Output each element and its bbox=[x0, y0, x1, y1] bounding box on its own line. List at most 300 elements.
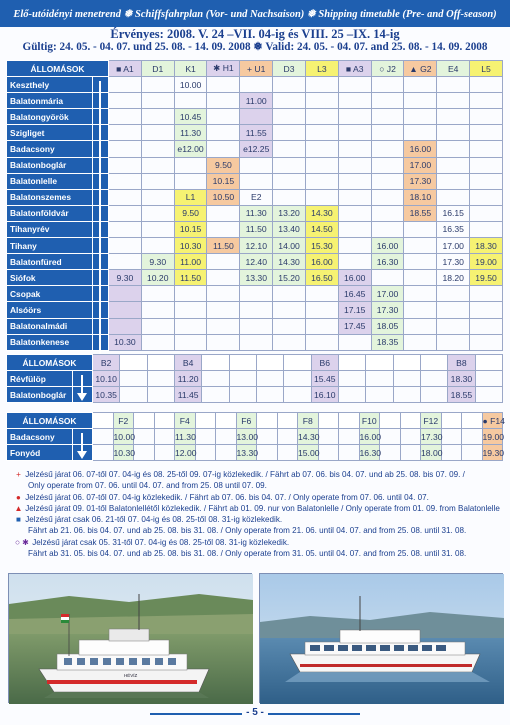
departure-time bbox=[338, 238, 371, 254]
station-column-header: ÁLLOMÁSOK bbox=[7, 61, 109, 77]
departure-time: 10.30 bbox=[174, 238, 207, 254]
departure-time: 11.55 bbox=[240, 125, 273, 141]
route-column-header bbox=[216, 413, 237, 429]
legend-line bbox=[14, 492, 504, 503]
station-row bbox=[7, 205, 503, 221]
departure-time: 19.30 bbox=[482, 445, 503, 461]
departure-time: 16.10 bbox=[311, 387, 338, 403]
departure-time bbox=[141, 157, 174, 173]
departure-time bbox=[305, 125, 338, 141]
departure-time: 12.00 bbox=[175, 445, 196, 461]
departure-time bbox=[393, 371, 420, 387]
departure-time bbox=[305, 141, 338, 157]
departure-time bbox=[207, 77, 240, 93]
departure-time bbox=[404, 125, 437, 141]
departure-time bbox=[339, 429, 360, 445]
legend bbox=[14, 469, 504, 559]
departure-time: 11.50 bbox=[207, 238, 240, 254]
departure-time: e12.25 bbox=[240, 141, 273, 157]
departure-time: L1 bbox=[174, 189, 207, 205]
departure-time bbox=[339, 445, 360, 461]
departure-time: 19.00 bbox=[482, 429, 503, 445]
legend-symbol-icon: ○ ✱ bbox=[15, 537, 29, 547]
station-name: Balatonfüred bbox=[7, 254, 93, 270]
departure-time: 13.20 bbox=[273, 205, 306, 221]
departure-time: 16.00 bbox=[305, 254, 338, 270]
departure-time bbox=[207, 125, 240, 141]
station-name: Tihany bbox=[7, 238, 93, 254]
route-column-header: F2 bbox=[113, 413, 134, 429]
departure-time bbox=[273, 286, 306, 302]
departure-time: 11.45 bbox=[174, 387, 201, 403]
route-column-header bbox=[420, 355, 447, 371]
departure-time: 13.30 bbox=[236, 445, 257, 461]
departure-time bbox=[240, 302, 273, 318]
route-column-header: ■ A3 bbox=[338, 61, 371, 77]
departure-time: 12.10 bbox=[240, 238, 273, 254]
departure-time: 11.00 bbox=[240, 93, 273, 109]
station-row bbox=[7, 173, 503, 189]
departure-time bbox=[229, 371, 256, 387]
departure-time bbox=[277, 445, 298, 461]
departure-time bbox=[273, 125, 306, 141]
departure-time: 15.20 bbox=[273, 270, 306, 286]
departure-time: 19.50 bbox=[470, 270, 503, 286]
route-column-header bbox=[393, 355, 420, 371]
departure-time bbox=[404, 318, 437, 334]
station-row bbox=[7, 93, 503, 109]
departure-time bbox=[273, 157, 306, 173]
departure-time bbox=[470, 205, 503, 221]
departure-time bbox=[338, 221, 371, 237]
departure-time: 14.50 bbox=[305, 221, 338, 237]
departure-time: 19.00 bbox=[470, 254, 503, 270]
departure-time bbox=[109, 77, 142, 93]
departure-time: 17.15 bbox=[338, 302, 371, 318]
legend-line-continuation: Fährt ab 31. 05. bis 04. 07. und ab 25. 08. bis 31. 08. / Only operate from 31. 05. until 04. 07. and from 25. 08. until 31. 08. bbox=[28, 549, 467, 559]
route-column-header bbox=[257, 413, 278, 429]
departure-time bbox=[404, 77, 437, 93]
departure-time: 9.50 bbox=[174, 205, 207, 221]
station-name: Balatonlelle bbox=[7, 173, 93, 189]
departure-time: 11.30 bbox=[174, 125, 207, 141]
departure-time bbox=[216, 429, 237, 445]
departure-time bbox=[371, 157, 404, 173]
departure-time bbox=[147, 387, 174, 403]
route-column-header bbox=[284, 355, 311, 371]
departure-time: 10.00 bbox=[113, 429, 134, 445]
departure-time: 16.50 bbox=[305, 270, 338, 286]
legend-text: Jelzésű járat csak 06. 21-től 07. 04-ig és 08. 25-től 08. 31-ig közlekedik. bbox=[23, 515, 283, 525]
departure-time bbox=[273, 77, 306, 93]
route-column-header bbox=[229, 355, 256, 371]
route-column-header bbox=[202, 355, 229, 371]
departure-time bbox=[305, 302, 338, 318]
departure-time bbox=[273, 189, 306, 205]
departure-time: 14.30 bbox=[305, 205, 338, 221]
departure-time bbox=[141, 109, 174, 125]
station-row bbox=[7, 77, 503, 93]
departure-time bbox=[141, 334, 174, 350]
route-column-header bbox=[154, 413, 175, 429]
departure-time bbox=[338, 173, 371, 189]
route-column-header: F6 bbox=[236, 413, 257, 429]
departure-time: 9.30 bbox=[109, 270, 142, 286]
route-column-header: + U1 bbox=[240, 61, 273, 77]
departure-time bbox=[441, 445, 462, 461]
route-column-header bbox=[400, 413, 421, 429]
departure-time bbox=[154, 445, 175, 461]
departure-time: 15.30 bbox=[305, 238, 338, 254]
departure-time bbox=[109, 221, 142, 237]
departure-time bbox=[141, 77, 174, 93]
route-column-header bbox=[277, 413, 298, 429]
legend-symbol-icon: + bbox=[16, 470, 21, 479]
station-name: Balatongyörök bbox=[7, 109, 93, 125]
departure-time bbox=[109, 189, 142, 205]
departure-time bbox=[338, 205, 371, 221]
departure-time bbox=[207, 205, 240, 221]
departure-time bbox=[207, 221, 240, 237]
departure-time bbox=[256, 371, 283, 387]
departure-time bbox=[404, 254, 437, 270]
departure-time: 18.10 bbox=[404, 189, 437, 205]
departure-time bbox=[371, 205, 404, 221]
route-column-header bbox=[318, 413, 339, 429]
validity-german-english: Gültig: 24. 05. - 04. 07. und 25. 08. - 14. 09. 2008 ❅ Valid: 24. 05. - 04. 07. and 25. 08. - 14. 09. 2008 bbox=[22, 41, 488, 53]
station-row bbox=[7, 318, 503, 334]
departure-time: 10.20 bbox=[141, 270, 174, 286]
route-column-header: B2 bbox=[93, 355, 120, 371]
station-row bbox=[7, 125, 503, 141]
legend-text: Jelzésű járat 09. 01-től Balatonlellétől közlekedik. / Fährt ab 01. 09. nur von Balatonlelle / Only operate from 01. 09. from Balatonlelle bbox=[23, 503, 500, 513]
header-row bbox=[7, 61, 503, 77]
validity-hungarian: Érvényes: 2008. V. 24 –VII. 04-ig és VIII. 25 –IX. 14-ig bbox=[110, 27, 400, 41]
departure-time bbox=[109, 254, 142, 270]
departure-time bbox=[338, 125, 371, 141]
departure-time: 18.30 bbox=[470, 238, 503, 254]
departure-time bbox=[273, 109, 306, 125]
departure-time bbox=[470, 302, 503, 318]
station-name: Balatonszemes bbox=[7, 189, 93, 205]
departure-time bbox=[470, 109, 503, 125]
departure-time bbox=[371, 125, 404, 141]
departure-time bbox=[338, 109, 371, 125]
departure-time: 17.00 bbox=[371, 286, 404, 302]
legend-line bbox=[14, 469, 504, 480]
station-name: Fonyód bbox=[7, 445, 73, 461]
departure-time bbox=[141, 318, 174, 334]
departure-time bbox=[371, 77, 404, 93]
departure-time bbox=[475, 387, 502, 403]
departure-time bbox=[141, 141, 174, 157]
direction-arrow bbox=[81, 433, 83, 453]
departure-time bbox=[338, 77, 371, 93]
departure-time: 9.50 bbox=[207, 157, 240, 173]
legend-symbol-icon: ▲ bbox=[14, 503, 23, 513]
departure-time bbox=[93, 429, 114, 445]
route-column-header: F8 bbox=[298, 413, 319, 429]
route-column-header: B8 bbox=[448, 355, 475, 371]
departure-time: 16.00 bbox=[338, 270, 371, 286]
departure-time bbox=[141, 189, 174, 205]
departure-time: 11.30 bbox=[175, 429, 196, 445]
route-column-header bbox=[475, 355, 502, 371]
departure-time bbox=[470, 125, 503, 141]
departure-time bbox=[400, 445, 421, 461]
departure-time bbox=[437, 302, 470, 318]
departure-time bbox=[470, 221, 503, 237]
departure-time bbox=[273, 173, 306, 189]
station-name: Balatonboglár bbox=[7, 157, 93, 173]
departure-time bbox=[404, 109, 437, 125]
departure-time: 10.45 bbox=[174, 109, 207, 125]
departure-time bbox=[462, 445, 483, 461]
departure-time bbox=[240, 157, 273, 173]
departure-time bbox=[338, 334, 371, 350]
departure-time bbox=[437, 286, 470, 302]
departure-time: 16.00 bbox=[404, 141, 437, 157]
departure-time: 11.50 bbox=[174, 270, 207, 286]
departure-time: 16.35 bbox=[437, 221, 470, 237]
departure-time: 17.45 bbox=[338, 318, 371, 334]
legend-text: Jelzésű járat 06. 07-től 07. 04-ig közlekedik. / Fährt ab 07. 06. bis 04. 07. / Only operate from 07. 06. until 04. 07. bbox=[23, 492, 429, 502]
station-row bbox=[7, 141, 503, 157]
departure-time bbox=[109, 93, 142, 109]
page-header: Elő-utóidényi menetrend ❅ Schiffsfahrplan (Vor- und Nachsaison) ❅ Shipping timetable (Pre- and Off-season) bbox=[0, 0, 510, 27]
station-name: Szigliget bbox=[7, 125, 93, 141]
station-row bbox=[7, 270, 503, 286]
departure-time bbox=[109, 125, 142, 141]
departure-time bbox=[338, 254, 371, 270]
departure-time bbox=[207, 302, 240, 318]
departure-time bbox=[437, 93, 470, 109]
direction-arrow bbox=[81, 375, 83, 395]
departure-time bbox=[470, 286, 503, 302]
departure-time bbox=[174, 93, 207, 109]
departure-time bbox=[207, 334, 240, 350]
departure-time bbox=[141, 286, 174, 302]
departure-time bbox=[437, 141, 470, 157]
departure-time bbox=[475, 371, 502, 387]
departure-time bbox=[305, 334, 338, 350]
departure-time bbox=[109, 157, 142, 173]
departure-time bbox=[141, 238, 174, 254]
departure-time bbox=[393, 387, 420, 403]
route-column-header: F4 bbox=[175, 413, 196, 429]
departure-time bbox=[338, 93, 371, 109]
departure-time bbox=[371, 189, 404, 205]
departure-time bbox=[470, 141, 503, 157]
departure-time bbox=[305, 77, 338, 93]
departure-time bbox=[134, 429, 155, 445]
departure-time: 11.20 bbox=[174, 371, 201, 387]
departure-time bbox=[141, 221, 174, 237]
departure-time bbox=[371, 109, 404, 125]
departure-time bbox=[154, 429, 175, 445]
departure-time bbox=[404, 238, 437, 254]
departure-time: 14.00 bbox=[273, 238, 306, 254]
departure-time: 13.00 bbox=[236, 429, 257, 445]
departure-time bbox=[371, 270, 404, 286]
departure-time: 11.30 bbox=[240, 205, 273, 221]
departure-time bbox=[380, 445, 401, 461]
departure-time: 13.40 bbox=[273, 221, 306, 237]
departure-time: 17.00 bbox=[404, 157, 437, 173]
route-column-header bbox=[93, 413, 114, 429]
departure-time: 18.20 bbox=[437, 270, 470, 286]
departure-time bbox=[462, 429, 483, 445]
route-column-header: ● F14 bbox=[482, 413, 503, 429]
departure-time bbox=[141, 93, 174, 109]
boat-name-label: HÉVÍZ bbox=[124, 673, 138, 678]
departure-time bbox=[202, 371, 229, 387]
departure-time bbox=[470, 189, 503, 205]
departure-time bbox=[305, 318, 338, 334]
departure-time: 10.15 bbox=[174, 221, 207, 237]
station-row bbox=[7, 254, 503, 270]
route-column-header bbox=[441, 413, 462, 429]
departure-time: 17.00 bbox=[437, 238, 470, 254]
departure-time bbox=[273, 302, 306, 318]
route-column-header bbox=[338, 355, 365, 371]
direction-arrow bbox=[99, 81, 101, 358]
station-name: Balatonboglár bbox=[7, 387, 73, 403]
station-name: Badacsony bbox=[7, 429, 73, 445]
page-number: - 5 - bbox=[0, 707, 510, 718]
departure-time bbox=[470, 318, 503, 334]
departure-time bbox=[305, 109, 338, 125]
departure-time bbox=[174, 286, 207, 302]
departure-time bbox=[256, 387, 283, 403]
station-name: Révfülöp bbox=[7, 371, 73, 387]
departure-time bbox=[207, 109, 240, 125]
route-column-header: B4 bbox=[174, 355, 201, 371]
departure-time: 16.30 bbox=[359, 445, 380, 461]
departure-time bbox=[207, 318, 240, 334]
departure-time bbox=[470, 334, 503, 350]
legend-line-continuation: Fährt ab 21. 06. bis 04. 07. und ab 25. 08. bis 31. 08. / Only operate from 21. 06. until 04. 07. and from 25. 08. until 31. 08. bbox=[28, 526, 467, 536]
departure-time bbox=[174, 173, 207, 189]
departure-time bbox=[93, 445, 114, 461]
departure-time bbox=[120, 387, 147, 403]
departure-time: 18.55 bbox=[404, 205, 437, 221]
station-name: Siófok bbox=[7, 270, 93, 286]
departure-time: 15.45 bbox=[311, 371, 338, 387]
departure-time: 17.30 bbox=[421, 429, 442, 445]
route-column-header: ■ A1 bbox=[109, 61, 142, 77]
route-column-header bbox=[366, 355, 393, 371]
departure-time: 17.30 bbox=[371, 302, 404, 318]
departure-time bbox=[207, 254, 240, 270]
station-name: Balatonalmádi bbox=[7, 318, 93, 334]
departure-time bbox=[470, 77, 503, 93]
departure-time bbox=[380, 429, 401, 445]
departure-time: 10.35 bbox=[93, 387, 120, 403]
departure-time: 18.30 bbox=[448, 371, 475, 387]
departure-time bbox=[207, 286, 240, 302]
timetable-grid bbox=[6, 60, 503, 351]
departure-time: 18.55 bbox=[448, 387, 475, 403]
departure-time: E2 bbox=[240, 189, 273, 205]
route-column-header bbox=[195, 413, 216, 429]
departure-time bbox=[109, 302, 142, 318]
departure-time bbox=[338, 387, 365, 403]
departure-time bbox=[305, 173, 338, 189]
station-row bbox=[7, 109, 503, 125]
departure-time bbox=[147, 371, 174, 387]
departure-time bbox=[437, 77, 470, 93]
departure-time bbox=[240, 318, 273, 334]
route-column-header: K1 bbox=[174, 61, 207, 77]
departure-time bbox=[371, 93, 404, 109]
station-row bbox=[7, 238, 503, 254]
station-row bbox=[7, 157, 503, 173]
departure-time bbox=[109, 318, 142, 334]
departure-time: 16.00 bbox=[359, 429, 380, 445]
departure-time: 16.00 bbox=[371, 238, 404, 254]
departure-time bbox=[216, 445, 237, 461]
departure-time bbox=[109, 141, 142, 157]
header-row bbox=[7, 355, 503, 371]
departure-time bbox=[141, 205, 174, 221]
station-row bbox=[7, 286, 503, 302]
route-column-header: F10 bbox=[359, 413, 380, 429]
departure-time bbox=[371, 221, 404, 237]
departure-time: 11.00 bbox=[174, 254, 207, 270]
departure-time: 18.05 bbox=[371, 318, 404, 334]
departure-time bbox=[284, 387, 311, 403]
departure-time bbox=[338, 189, 371, 205]
departure-time bbox=[109, 286, 142, 302]
departure-time bbox=[109, 109, 142, 125]
departure-time bbox=[470, 157, 503, 173]
arrow-down-icon bbox=[77, 451, 87, 459]
route-column-header bbox=[134, 413, 155, 429]
station-name: Csopak bbox=[7, 286, 93, 302]
ship-photo-left bbox=[8, 573, 252, 703]
departure-time bbox=[371, 173, 404, 189]
departure-time: 17.30 bbox=[404, 173, 437, 189]
route-column-header bbox=[120, 355, 147, 371]
departure-time bbox=[437, 157, 470, 173]
departure-time bbox=[437, 318, 470, 334]
route-column-header bbox=[380, 413, 401, 429]
station-column-header: ÁLLOMÁSOK bbox=[7, 413, 93, 429]
station-name: Tihanyrév bbox=[7, 221, 93, 237]
departure-time: 11.50 bbox=[240, 221, 273, 237]
departure-time bbox=[174, 334, 207, 350]
route-column-header: D1 bbox=[141, 61, 174, 77]
route-column-header bbox=[462, 413, 483, 429]
departure-time bbox=[366, 387, 393, 403]
departure-time: 15.00 bbox=[298, 445, 319, 461]
departure-time: 16.15 bbox=[437, 205, 470, 221]
departure-time bbox=[273, 334, 306, 350]
departure-time bbox=[284, 371, 311, 387]
departure-time bbox=[404, 221, 437, 237]
departure-time bbox=[273, 318, 306, 334]
departure-time bbox=[240, 173, 273, 189]
station-row bbox=[7, 221, 503, 237]
route-column-header: E4 bbox=[437, 61, 470, 77]
departure-time bbox=[404, 334, 437, 350]
departure-time bbox=[229, 387, 256, 403]
legend-text: Jelzésű járat csak 05. 31-től 07. 04-ig és 08. 25-től 08. 31-ig közlekedik. bbox=[30, 537, 290, 547]
ship-heviz-illustration bbox=[9, 574, 253, 704]
departure-time bbox=[141, 173, 174, 189]
departure-time bbox=[240, 286, 273, 302]
